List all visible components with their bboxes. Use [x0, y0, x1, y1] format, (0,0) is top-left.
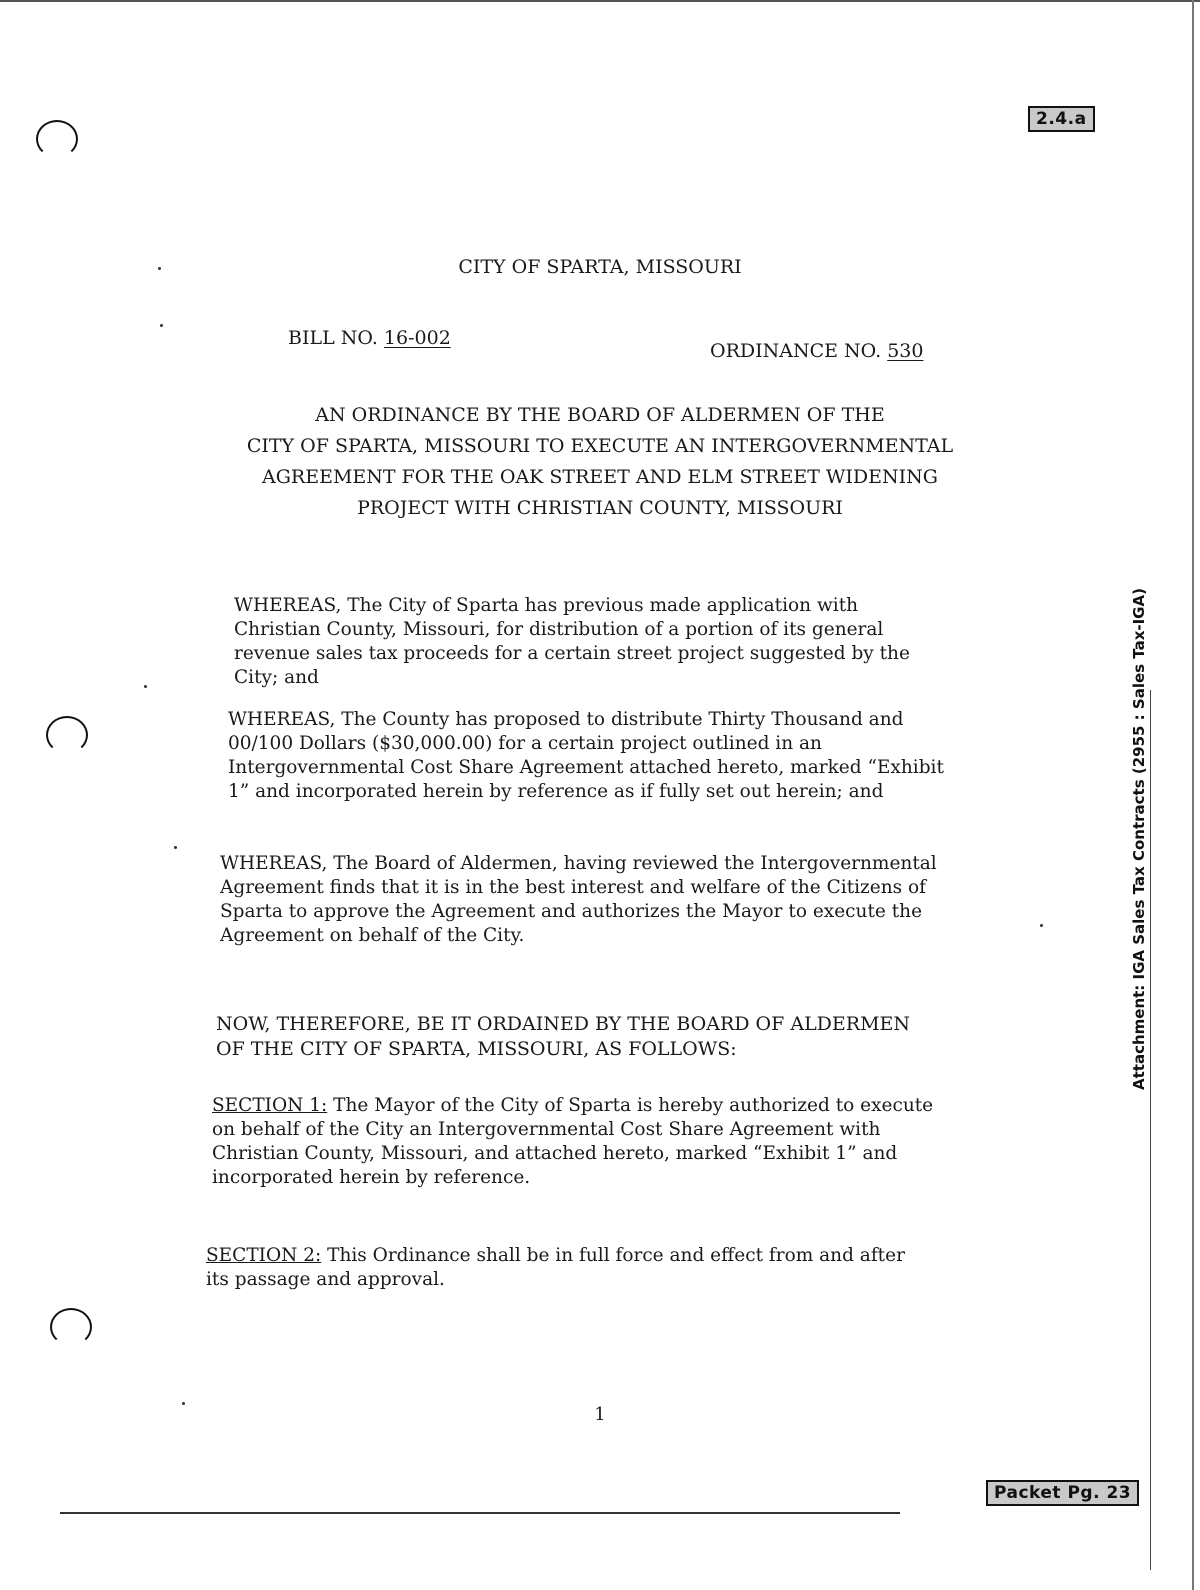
ordained-line: NOW, THEREFORE, BE IT ORDAINED BY THE BOARD OF ALDERMEN — [216, 1013, 911, 1035]
section-1 — [212, 1094, 944, 1190]
ordained-clause — [216, 1012, 956, 1062]
punch-hole-middle — [46, 716, 88, 754]
bill-number: 16-002 — [383, 327, 451, 349]
scan-speck — [160, 324, 163, 327]
bill-number-line — [288, 327, 451, 349]
title-line: AN ORDINANCE BY THE BOARD OF ALDERMEN OF THE — [315, 404, 885, 426]
title-line: PROJECT WITH CHRISTIAN COUNTY, MISSOURI — [357, 497, 843, 519]
whereas-clause-1 — [234, 594, 946, 690]
scan-speck — [174, 846, 177, 849]
whereas-lead: WHEREAS, — [220, 853, 328, 874]
packet-page-stamp: Packet Pg. 23 — [986, 1480, 1139, 1506]
whereas-text: The County has proposed to distribute Thirty Thousand and 00/100 Dollars ($30,000.00) for a certain project outlined in an Intergovernmental Cost Share Agreement attached hereto, marked “Exhibit 1” and incorporated herein by reference as if fully set out herein; and — [228, 709, 944, 802]
whereas-clause-3 — [220, 852, 940, 948]
side-rule — [1150, 690, 1151, 1570]
title-line: AGREEMENT FOR THE OAK STREET AND ELM STREET WIDENING — [262, 466, 938, 488]
ordained-line: OF THE CITY OF SPARTA, MISSOURI, AS FOLLOWS: — [216, 1038, 737, 1060]
bill-label: BILL NO. — [288, 327, 378, 349]
section-text: The Mayor of the City of Sparta is hereby authorized to execute on behalf of the City an Intergovernmental Cost Share Agreement with Christian County, Missouri, and attached hereto, marked “Exhibit 1” and incorporated herein by reference. — [212, 1095, 934, 1188]
punch-hole-bottom — [50, 1308, 92, 1346]
section-2 — [206, 1244, 918, 1292]
ordinance-title — [210, 400, 990, 524]
ordinance-label: ORDINANCE NO. — [710, 340, 882, 362]
attachment-side-label: Attachment: IGA Sales Tax Contracts (2955 : Sales Tax-IGA) — [1130, 588, 1148, 1090]
whereas-lead: WHEREAS, — [234, 595, 342, 616]
title-line: CITY OF SPARTA, MISSOURI TO EXECUTE AN INTERGOVERNMENTAL — [246, 435, 954, 457]
page-right-edge — [1192, 0, 1194, 1590]
page-top-edge — [0, 0, 1200, 2]
whereas-text: The City of Sparta has previous made application with Christian County, Missouri, for distribution of a portion of its general revenue sales tax proceeds for a certain street project suggested by the City; and — [234, 595, 910, 688]
section-label: SECTION 2: — [206, 1245, 322, 1266]
scan-speck — [144, 685, 147, 688]
section-label: SECTION 1: — [212, 1095, 328, 1116]
scan-speck — [1040, 924, 1043, 927]
ordinance-number-line — [710, 340, 923, 362]
whereas-lead: WHEREAS, — [228, 709, 336, 730]
ordinance-number: 530 — [887, 340, 924, 362]
page-number: 1 — [594, 1404, 606, 1425]
punch-hole-top — [36, 120, 78, 158]
whereas-text: The Board of Aldermen, having reviewed the Intergovernmental Agreement finds that it is in the best interest and welfare of the Citizens of Sparta to approve the Agreement and authorizes the Mayor to execute the Agreement on behalf of the City. — [220, 853, 937, 946]
section-text: This Ordinance shall be in full force and effect from and after its passage and approval. — [206, 1245, 905, 1290]
bottom-rule — [60, 1512, 900, 1514]
agenda-item-stamp: 2.4.a — [1028, 106, 1095, 132]
whereas-clause-2 — [228, 708, 964, 804]
city-heading: CITY OF SPARTA, MISSOURI — [458, 256, 742, 278]
